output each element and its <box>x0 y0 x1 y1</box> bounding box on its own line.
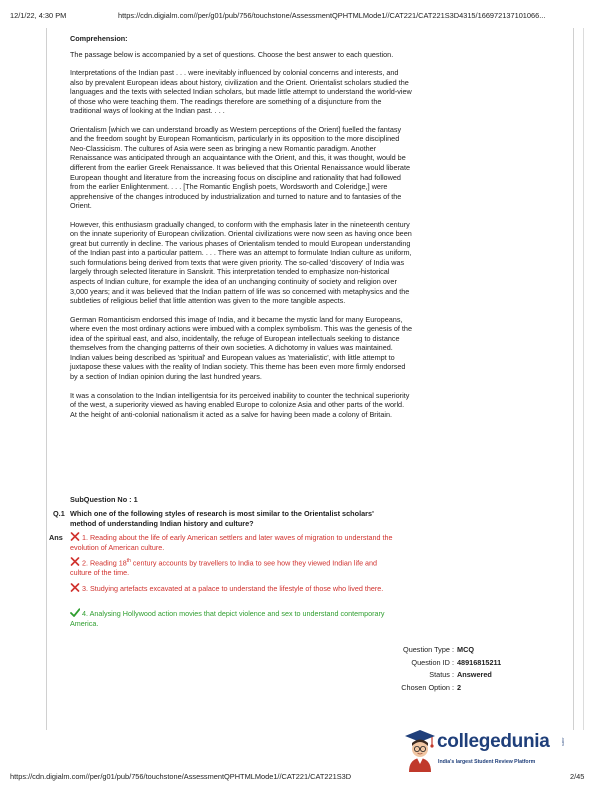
passage-paragraph-5: It was a consolation to the Indian intelligentsia for its perceived inability to counter the technical superiority of the west, a superiority viewed as having enabled Europe to colonize Asia and other parts of the world. At the height of anti-colonial nationalism it acted as a salve for having been made a colony of Britain. <box>70 390 410 419</box>
option-1 <box>70 532 400 552</box>
chosen-option-key: Chosen Option : <box>401 683 454 692</box>
logo-wordmark: collegedunia <box>437 731 550 752</box>
print-header-url: https://cdn.digialm.com//per/g01/pub/756/touchstone/AssessmentQPHTMLMode1//CAT221/CAT221S3D4315/166972137101066... <box>118 11 546 20</box>
option-2-superscript: th <box>126 558 131 564</box>
logo-tagline: India's largest Student Review Platform <box>438 759 536 765</box>
option-2 <box>70 557 400 578</box>
collegedunia-logo <box>403 728 575 774</box>
status-key: Status : <box>429 670 454 679</box>
passage-paragraph-4: German Romanticism endorsed this image of India, and it became the mystic land for many Europeans, where even the most ordinary actions were imbued with a complex symbolism. This was the genesis of the idea of the spiritual east, and also, incidentally, the refuge of European intellectuals seeking to distance themselves from the changing patterns of their own societies. A dichotomy in values was maintained. Indian values being described as 'spiritual' and European values as 'materialistic', with little attempt to juxtapose these values with the reality of Indian society. This theme has been even more firmly endorsed by a section of Indian opinion during the last hundred years. <box>70 314 412 381</box>
cross-icon <box>70 583 80 592</box>
question-type-value: MCQ <box>457 645 475 654</box>
question-id-value: 48916815211 <box>457 658 502 667</box>
question-id-row <box>376 658 501 667</box>
question-type-row <box>376 645 474 654</box>
print-footer-url: https://cdn.digialm.com//per/g01/pub/756/touchstone/AssessmentQPHTMLMode1//CAT221/CAT221S3D <box>10 772 352 781</box>
scrollbar-track[interactable] <box>583 28 592 730</box>
status-value: Answered <box>457 670 492 679</box>
passage-intro: The passage below is accompanied by a set of questions. Choose the best answer to each question. <box>70 49 394 59</box>
cross-icon <box>70 532 80 541</box>
option-2-text-a: 2. Reading 18 <box>82 558 127 568</box>
comprehension-label: Comprehension: <box>70 34 128 43</box>
student-mascot-icon <box>403 728 437 772</box>
passage-paragraph-2: Orientalism [which we can understand broadly as Western perceptions of the Orient] fuelled the fantasy and the freedom sought by European Romanticism, particularly in its opposition to the more disciplined Neo-Classicism. The cultures of Asia were seen as bringing a new Romantic paradigm. Another Renaissance was anticipated through an acquaintance with the Orient, and this, it was thought, would be different from the earlier Greek Renaissance. It was believed that this Oriental Renaissance would liberate European thought and literature from the increasing focus on discipline and rationality that had followed from the earlier Enlightenment. . . . [The Romantic English poets, Wordsworth and Coleridge,] were apprehensive of the changes introduced by industrialization and turned to nature and to fantasies of the Orient. <box>70 124 410 211</box>
subquestion-label: SubQuestion No : 1 <box>70 495 138 504</box>
passage-paragraph-1: Interpretations of the Indian past . . . were inevitably influenced by colonial concerns and interests, and also by prevalent European ideas about history, civilization and the Orient. Orientalist scholars studied the languages and the texts with selected Indian scholars, but made little attempt to understand the world-view of those who were teaching them. The readings therefore are something of a disjuncture from the traditional ways of looking at the Indian past. . . . <box>70 68 412 116</box>
print-datetime: 12/1/22, 4:30 PM <box>10 11 67 20</box>
status-row <box>376 670 492 679</box>
question-type-key: Question Type : <box>403 645 454 654</box>
chosen-option-row <box>376 683 461 692</box>
checkmark-icon <box>70 608 80 617</box>
option-4-text: 4. Analysing Hollywood action movies that depict violence and sex to understand contemporary America. <box>70 609 385 628</box>
passage-paragraph-3: However, this enthusiasm gradually changed, to conform with the emphasis later in the nineteenth century on the innate superiority of European civilization. Oriental civilizations were now seen as having once been great but currently in decline. The various phases of Orientalism tended to mould European understanding of the Indian past into a particular pattern. . . . There was an attempt to formulate Indian culture as uniform, such formulations being derived from texts that were given priority. The so-called 'discovery' of India was largely through selected literature in Sanskrit. This interpretation tended to emphasize non-historical aspects of Indian culture, for example the idea of an unchanging continuity of society and religion over 3,000 years; and it was believed that the Indian pattern of life was so concerned with metaphysics and the subtleties of religious belief that little attention was given to the more tangible aspects. <box>70 219 412 306</box>
option-4 <box>70 608 400 628</box>
question-number: Q.1 <box>53 509 65 518</box>
option-3-text: 3. Studying artefacts excavated at a palace to understand the lifestyle of those who lived there. <box>82 584 384 593</box>
page-number: 2/45 <box>570 772 585 781</box>
chosen-option-value: 2 <box>457 683 462 692</box>
option-2-text-b: century accounts by travellers to India to see how they viewed Indian life and culture of the time. <box>70 558 378 577</box>
logo-dotcom: .com <box>561 737 566 746</box>
question-id-key: Question ID : <box>411 658 454 667</box>
question-text: Which one of the following styles of research is most similar to the Orientalist scholars' method of understanding Indian history and culture? <box>70 509 374 528</box>
passage <box>70 34 412 428</box>
option-3 <box>70 583 400 594</box>
answer-label: Ans <box>49 533 63 542</box>
option-1-text: 1. Reading about the life of early American settlers and later waves of migration to understand the evolution of American culture. <box>70 533 393 552</box>
cross-icon <box>70 557 80 566</box>
